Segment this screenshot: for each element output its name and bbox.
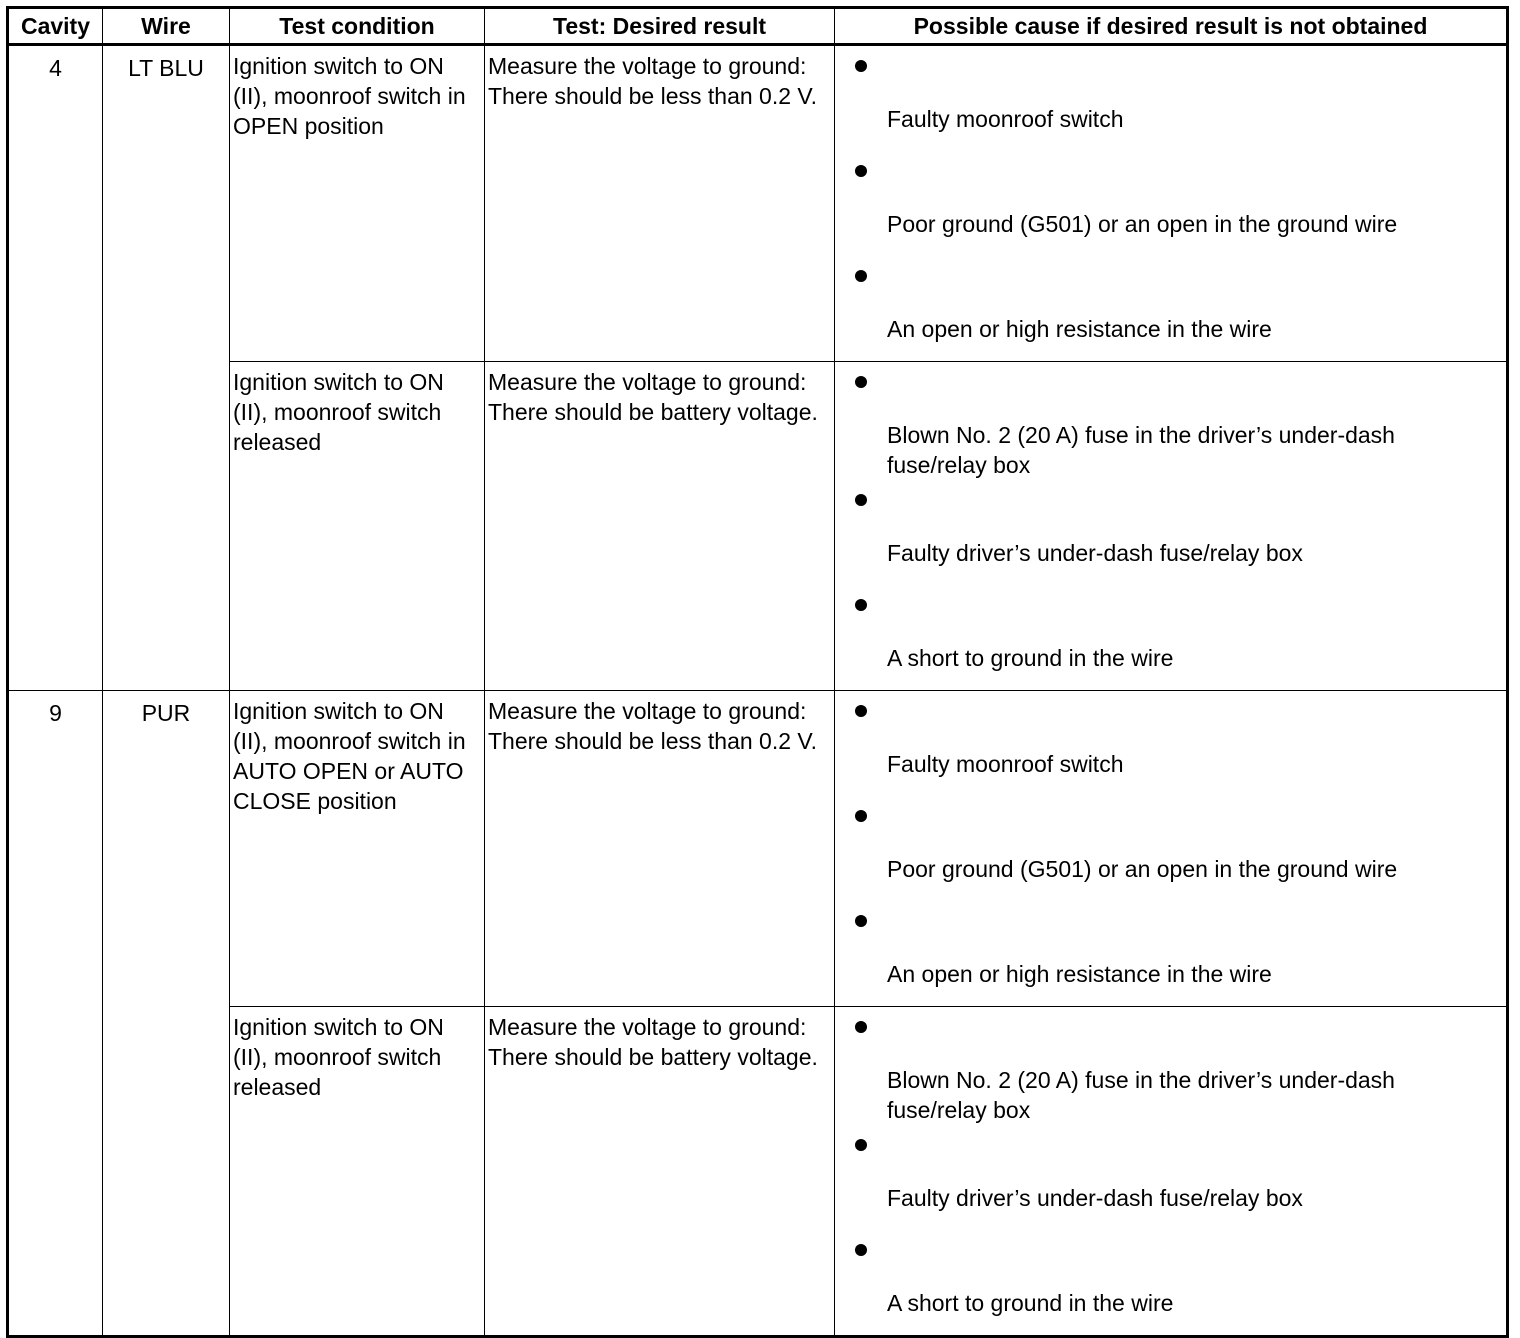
cause-text: Faulty driver’s under-dash fuse/relay box [887,540,1303,566]
possible-cause-cell [835,45,1508,362]
bullet-icon [855,1021,867,1033]
header-test-condition: Test condition [230,8,485,45]
cause-text: Poor ground (G501) or an open in the ground wire [887,211,1398,237]
cause-text: Blown No. 2 (20 A) fuse in the driver’s under-dash fuse/relay box [887,422,1395,478]
cause-list [835,1007,1506,1335]
test-table [6,6,1509,1338]
cause-list [835,46,1506,361]
possible-cause-cell [835,691,1508,1007]
bullet-icon [855,60,867,72]
possible-cause-cell [835,362,1508,691]
cause-item [835,796,1506,901]
cause-text: A short to ground in the wire [887,645,1174,671]
bullet-icon [855,599,867,611]
cause-item [835,691,1506,796]
table-row [8,362,1508,691]
possible-cause-cell [835,1007,1508,1337]
desired-result-cell: Measure the voltage to ground: There should be less than 0.2 V. [485,691,835,1007]
cause-item [835,1230,1506,1335]
bullet-icon [855,494,867,506]
desired-result-cell: Measure the voltage to ground: There should be battery voltage. [485,1007,835,1337]
desired-result-cell: Measure the voltage to ground: There should be less than 0.2 V. [485,45,835,362]
cause-item [835,1125,1506,1230]
table-row [8,1007,1508,1337]
table-row [8,691,1508,1007]
bullet-icon [855,1244,867,1256]
test-condition-cell: Ignition switch to ON (II), moonroof switch released [230,1007,485,1337]
cause-item [835,362,1506,480]
bullet-icon [855,270,867,282]
cause-item [835,1007,1506,1125]
cause-item [835,256,1506,361]
cause-text: Faulty moonroof switch [887,751,1124,777]
cause-text: An open or high resistance in the wire [887,316,1272,342]
bullet-icon [855,810,867,822]
cause-list [835,362,1506,690]
test-condition-cell: Ignition switch to ON (II), moonroof switch in AUTO OPEN or AUTO CLOSE position [230,691,485,1007]
test-condition-cell: Ignition switch to ON (II), moonroof switch released [230,362,485,691]
cause-text: Blown No. 2 (20 A) fuse in the driver’s under-dash fuse/relay box [887,1067,1395,1123]
cause-item [835,480,1506,585]
bullet-icon [855,915,867,927]
wire-cell: PUR [103,691,230,1337]
desired-result-cell: Measure the voltage to ground: There should be battery voltage. [485,362,835,691]
cavity-cell: 4 [8,45,103,691]
bullet-icon [855,1139,867,1151]
header-possible-cause: Possible cause if desired result is not obtained [835,8,1508,45]
bullet-icon [855,705,867,717]
header-row [8,8,1508,45]
cause-text: A short to ground in the wire [887,1290,1174,1316]
cause-text: Poor ground (G501) or an open in the ground wire [887,856,1398,882]
cause-text: Faulty driver’s under-dash fuse/relay box [887,1185,1303,1211]
cause-text: Faulty moonroof switch [887,106,1124,132]
header-cavity: Cavity [8,8,103,45]
cause-text: An open or high resistance in the wire [887,961,1272,987]
bullet-icon [855,376,867,388]
wire-cell: LT BLU [103,45,230,691]
cause-item [835,901,1506,1006]
header-desired-result: Test: Desired result [485,8,835,45]
table-row [8,45,1508,362]
cause-list [835,691,1506,1006]
test-condition-cell: Ignition switch to ON (II), moonroof switch in OPEN position [230,45,485,362]
cause-item [835,151,1506,256]
cause-item [835,585,1506,690]
bullet-icon [855,165,867,177]
cavity-cell: 9 [8,691,103,1337]
header-wire: Wire [103,8,230,45]
cause-item [835,46,1506,151]
